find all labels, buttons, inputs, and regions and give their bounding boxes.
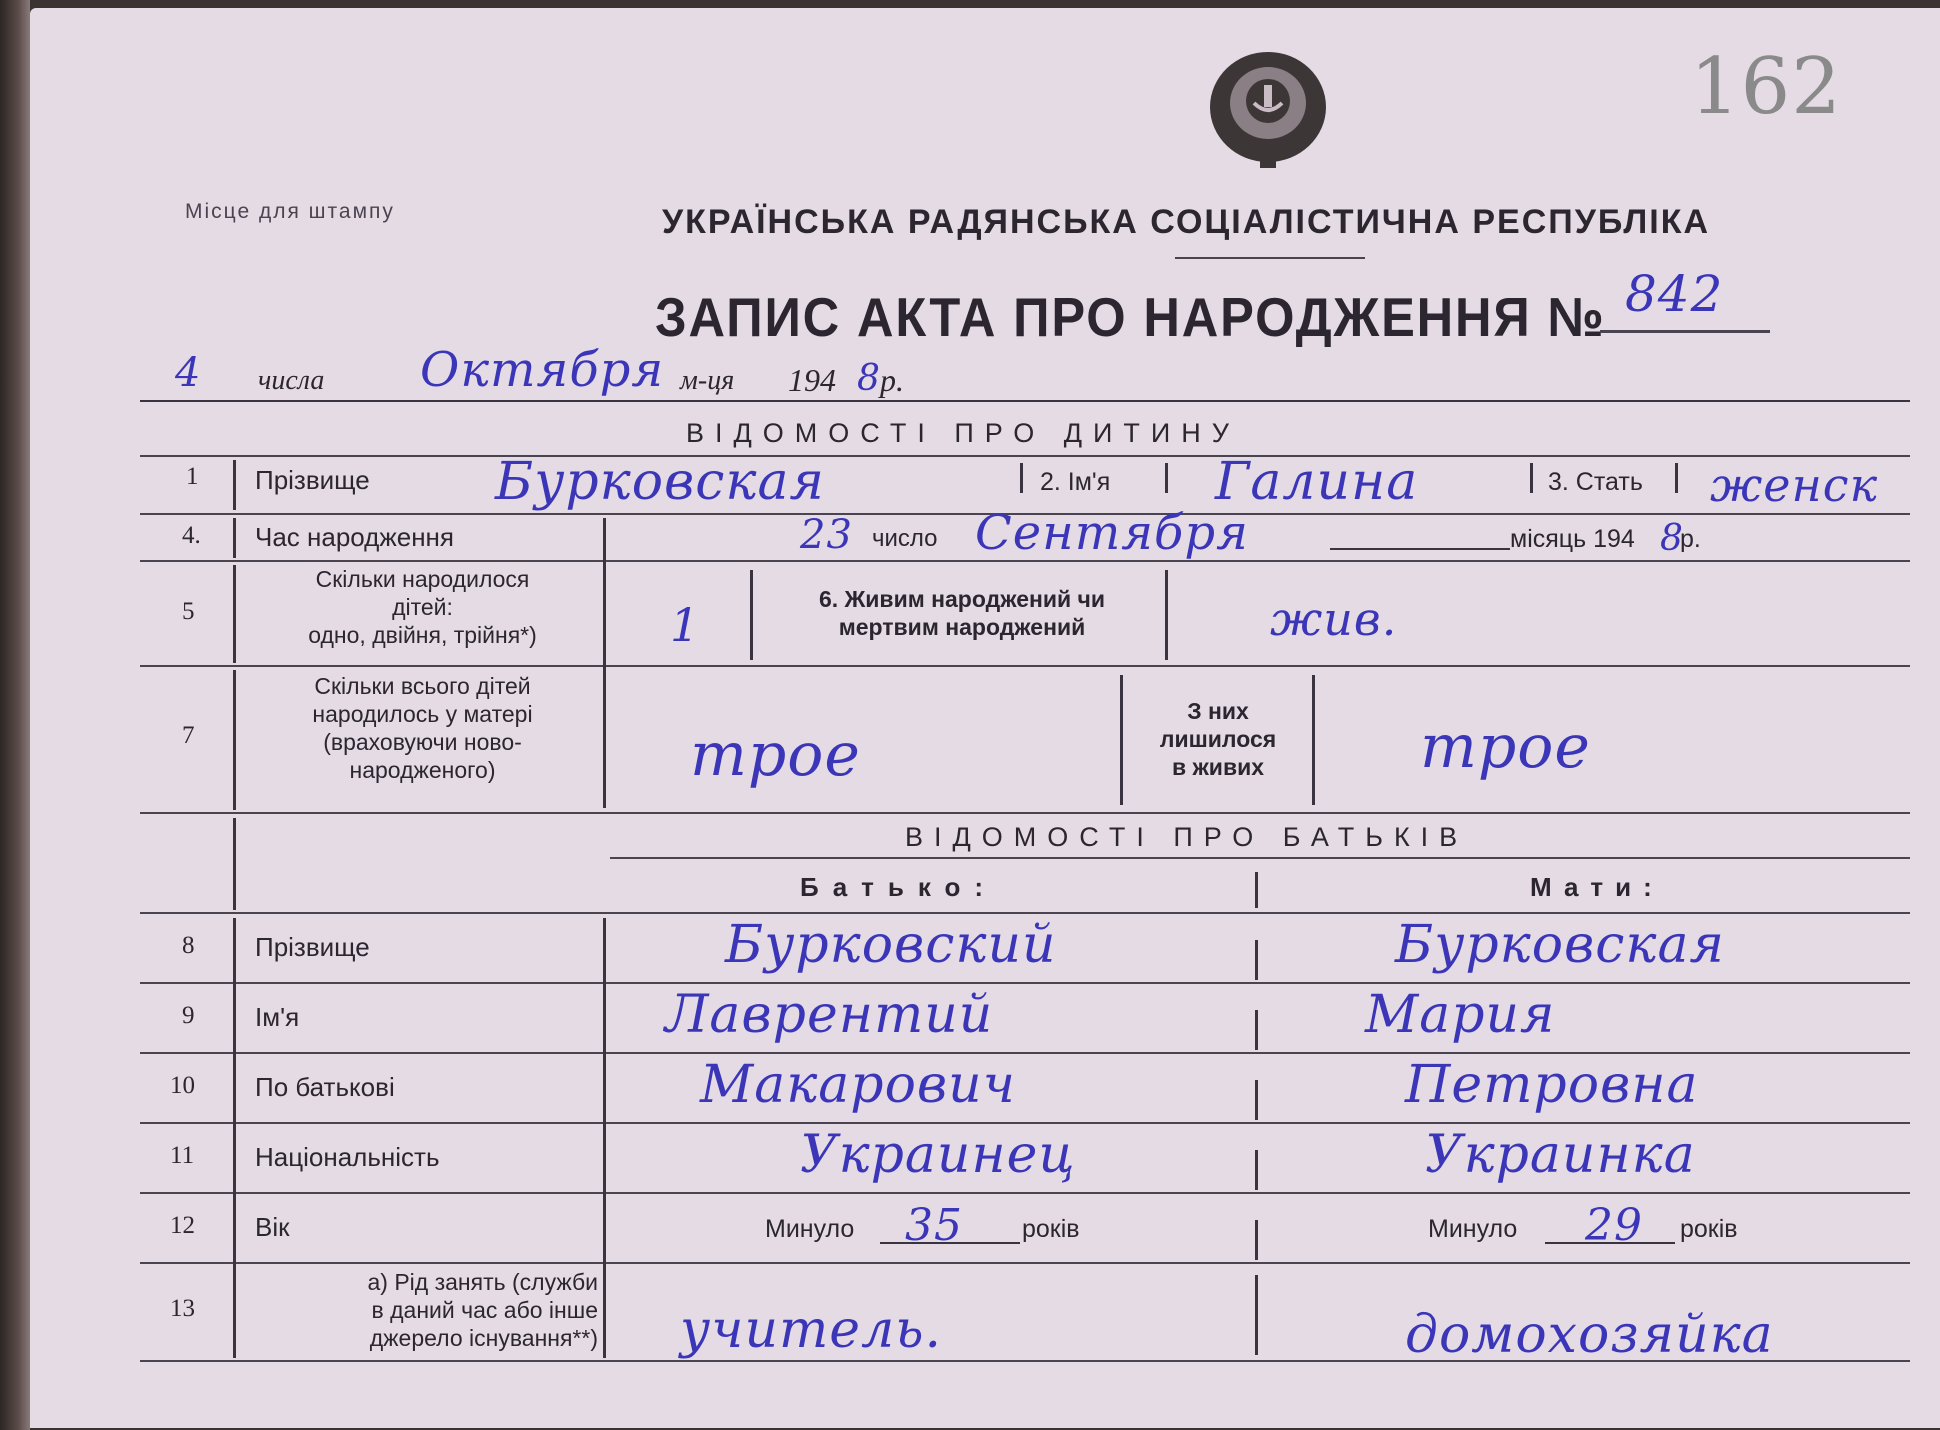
field-label-occupation: а) Рід занять (служби в даний час або інше джерело існування**) [367,1269,598,1351]
row-number: 4. [182,522,201,549]
field-label-parent-surname: Прізвище [255,932,370,962]
document-title: ЗАПИС АКТА ПРО НАРОДЖЕННЯ № [655,286,1606,348]
page-number: 162 [1690,42,1842,132]
surviving-children: трое [1420,712,1591,782]
field-label-age: Вік [255,1212,290,1242]
record-month: Октября [420,342,665,398]
age-suffix: років [1022,1215,1080,1243]
row-number: 9 [182,1002,195,1029]
child-sex: женск [1710,458,1879,512]
year-abbr: р. [1680,525,1701,553]
birth-month: Сентября [975,505,1249,561]
mother-occupation: домохозяйка [1405,1305,1774,1365]
field-label-surviving: З них лишилося в живих [1159,698,1277,780]
day-word: число [872,525,938,552]
mother-nationality: Украинка [1425,1125,1696,1185]
father-nationality: Украинец [800,1125,1076,1185]
mother-age: 29 [1585,1200,1643,1251]
year-prefix: 194 [788,362,836,398]
mother-patronymic: Петровна [1405,1055,1699,1115]
section-child-heading: ВІДОМОСТІ ПРО ДИТИНУ [686,418,1240,448]
row-number: 12 [170,1212,195,1239]
alive-status: жив. [1270,592,1398,646]
age-prefix: Минуло [1428,1215,1518,1243]
birth-year-digit: 8 [1660,518,1684,559]
row-number: 8 [182,932,195,959]
age-prefix: Минуло [765,1215,855,1243]
field-label-nationality: Національність [255,1142,440,1172]
age-suffix: років [1680,1215,1738,1243]
book-binding [0,0,30,1430]
field-label-alive: 6. Живим народжений чи мертвим народжений [818,586,1106,640]
year-digit: 8 [857,358,881,399]
mother-name: Мария [1365,985,1556,1045]
child-name: Галина [1215,452,1419,512]
row-number: 11 [170,1142,195,1169]
field-label-surname: Прізвище [255,465,370,495]
record-day: 4 [175,350,202,396]
republic-title: УКРАЇНСЬКА РАДЯНСЬКА СОЦІАЛІСТИЧНА РЕСПУБЛІКА [662,203,1711,241]
row-number: 7 [182,722,195,749]
father-patronymic: Макарович [700,1055,1016,1115]
field-label-sex: 3. Стать [1548,468,1643,496]
state-emblem-icon [1198,45,1338,175]
father-age: 35 [905,1200,963,1251]
father-surname: Бурковский [725,915,1057,975]
section-parents-heading: ВІДОМОСТІ ПРО БАТЬКІВ [905,822,1469,852]
field-label-count: Скільки народилося дітей: одно, двійня, трійня*) [308,566,537,648]
mother-surname: Бурковская [1395,915,1725,975]
month-word: місяць 194 [1510,525,1635,553]
field-label-parent-name: Ім'я [255,1002,300,1032]
field-label-parent-patronymic: По батькові [255,1072,395,1102]
field-label-total: Скільки всього дітей народилось у матері (враховуючи ново- народженого) [312,673,533,783]
field-label-birth-time: Час народження [255,522,454,552]
father-name: Лаврентий [665,985,994,1045]
birth-day: 23 [800,512,853,558]
mother-column-header: Мати: [1530,872,1664,902]
father-column-header: Батько: [800,872,998,902]
father-occupation: учитель. [680,1300,943,1360]
row-number: 5 [182,598,195,625]
row-number: 1 [186,463,199,490]
child-surname: Бурковская [495,452,825,512]
year-suffix: р. [880,362,904,398]
row-number: 13 [170,1295,195,1322]
row-number: 10 [170,1072,195,1099]
children-count: 1 [670,598,701,652]
record-number: 842 [1625,265,1724,323]
day-label: числа [258,365,325,396]
total-children: трое [690,720,861,790]
field-label-name: 2. Ім'я [1040,468,1111,496]
stamp-place-label: Місце для штампу [185,200,395,223]
month-label: м-ця [680,365,735,396]
